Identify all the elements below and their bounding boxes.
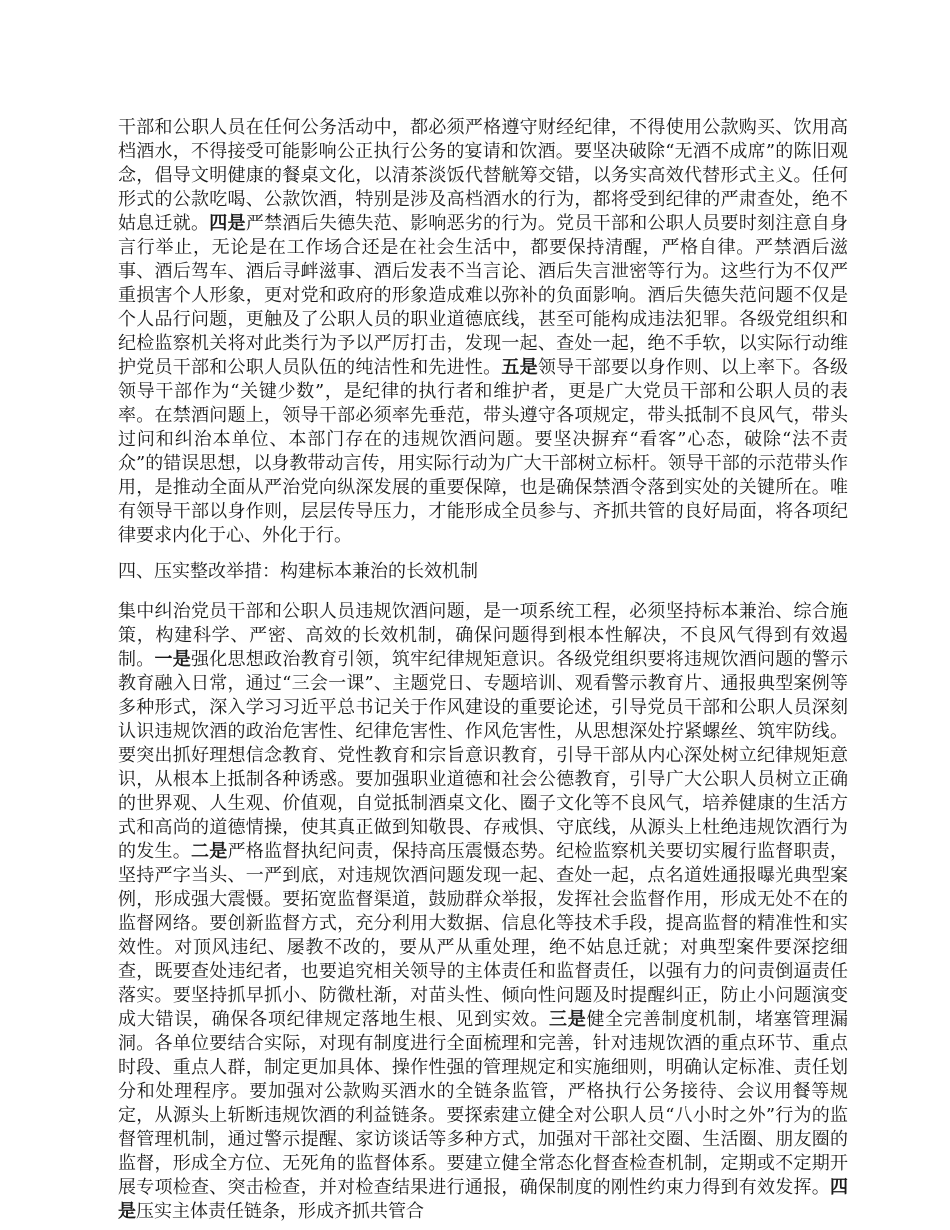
paragraph-text: 集中纠治党员干部和公职人员违规饮酒问题，是一项系统工程，必须坚持标本兼治、综合施策，构建科学、严密、高效的长效机制，确保问题得到根本性解决，不良风气得到有效遏制。 (118, 601, 848, 670)
paragraph-text: 领导干部要以身作则、以上率下。各级领导干部作为“关键少数”，是纪律的执行者和维护者，更是广大党员干部和公职人员的表率。在禁酒问题上，领导干部必须率先垂范，带头遵守各项规定，带头抵制不良风气，带头过问和纠治本单位、本部门存在的违规饮酒问题。要坚决摒弃“看客”心态，破除“法不责众”的错误思想，以身教带动言传，用实际行动为广大干部树立标杆。领导干部的示范带头作用，是推动全面从严治党向纵深发展的重要保障，也是确保禁酒令落到实处的关键所在。唯有领导干部以身作则，层层传导压力，才能形成全员参与、齐抓共管的良好局面，将各项纪律要求内化于心、外化于行。 (118, 357, 849, 546)
paragraph-text: 压实主体责任链条，形成齐抓共管合 (136, 1201, 424, 1222)
paragraph-text: 干部和公职人员在任何公务活动中，都必须严格遵守财经纪律，不得使用公款购买、饮用高档酒水，不得接受可能影响公正执行公务的宴请和饮酒。要坚决破除“无酒不成席”的陈旧观念，倡导文明健康的餐桌文化，以清茶淡饭代替觥筹交错，以务实高效代替形式主义。任何形式的公款吃喝、公款饮酒，特别是涉及高档酒水的行为，都将受到纪律的严肃查处，绝不姑息迁就。 (118, 117, 848, 234)
document-page (118, 116, 848, 1224)
paragraph-text: 健全完善制度机制，堵塞管理漏洞。各单位要结合实际，对现有制度进行全面梳理和完善，针对违规饮酒的重点环节、重点时段、重点人群，制定更加具体、操作性强的管理规定和实施细则，明确认定标准、责任划分和处理程序。要加强对公款购买酒水的全链条监管，严格执行公务接待、会议用餐等规定，从源头上斩断违规饮酒的利益链条。要探索建立健全对公职人员“八小时之外”行为的监督管理机制，通过警示提醒、家访谈话等多种方式，加强对干部社交圈、生活圈、朋友圈的监督，形成全方位、无死角的监督体系。要建立健全常态化督查检查机制，定期或不定期开展专项检查、突击检查，并对检查结果进行通报，确保制度的刚性约束力得到有效发挥。 (118, 1009, 849, 1198)
paragraph-text: 强化思想政治教育引领，筑牢纪律规矩意识。各级党组织要将违规饮酒问题的警示教育融入日常，通过“三会一课”、主题党日、专题培训、观看警示教育片、通报典型案例等多种形式，深入学习习近平总书记关于作风建设的重要论述，引导党员干部和公职人员深刻认识违规饮酒的政治危害性、纪律危害性、作风危害性，从思想深处拧紧螺丝、筑牢防线。要突出抓好理想信念教育、党性教育和宗旨意识教育，引导干部从内心深处树立纪律规矩意识，从根本上抵制各种诱惑。要加强职业道德和社会公德教育，引导广大公职人员树立正确的世界观、人生观、价值观，自觉抵制酒桌文化、圈子文化等不良风气，培养健康的生活方式和高尚的道德情操，使其真正做到知敬畏、存戒惧、守底线，从源头上杜绝违规饮酒行为的发生。 (118, 649, 849, 862)
point-marker-1: 一是 (154, 649, 192, 670)
point-marker-2: 二是 (191, 841, 228, 862)
paragraph-text: 严格监督执纪问责，保持高压震慑态势。纪检监察机关要切实履行监督职责，坚持严字当头、一严到底，对违规饮酒问题发现一起、查处一起，点名道姓通报曝光典型案例，形成强大震慑。要拓宽监督渠道，鼓励群众举报，发挥社会监督作用，形成无处不在的监督网络。要创新监督方式，充分利用大数据、信息化等技术手段，提高监督的精准性和实效性。对顶风违纪、屡教不改的，要从严从重处理，绝不姑息迁就；对典型案件要深挖细查，既要查处违纪者，也要追究相关领导的主体责任和监督责任，以强有力的问责倒逼责任落实。要坚持抓早抓小、防微杜渐，对苗头性、倾向性问题及时提醒纠正，防止小问题演变成大错误，确保各项纪律规定落地生根、见到实效。 (118, 841, 849, 1030)
paragraph-text: 严禁酒后失德失范、影响恶劣的行为。党员干部和公职人员要时刻注意自身言行举止，无论是在工作场合还是在社会生活中，都要保持清醒，严格自律。严禁酒后滋事、酒后驾车、酒后寻衅滋事、酒后发表不当言论、酒后失言泄密等行为。这些行为不仅严重损害个人形象，更对党和政府的形象造成难以弥补的负面影响。酒后失德失范问题不仅是个人品行问题，更触及了公职人员的职业道德底线，甚至可能构成违法犯罪。各级党组织和纪检监察机关将对此类行为予以严厉打击，发现一起、查处一起，绝不手软，以实际行动维护党员干部和公职人员队伍的纯洁性和先进性。 (118, 213, 849, 378)
point-marker-5: 五是 (501, 357, 538, 378)
paragraph-measures (118, 600, 848, 1224)
point-marker-3: 三是 (548, 1009, 587, 1030)
section-heading: 四、压实整改举措：构建标本兼治的长效机制 (118, 561, 478, 582)
paragraph-prohibitions (118, 116, 848, 548)
point-marker-4: 四是 (209, 213, 246, 234)
point-marker-4b: 四是 (118, 1177, 848, 1222)
